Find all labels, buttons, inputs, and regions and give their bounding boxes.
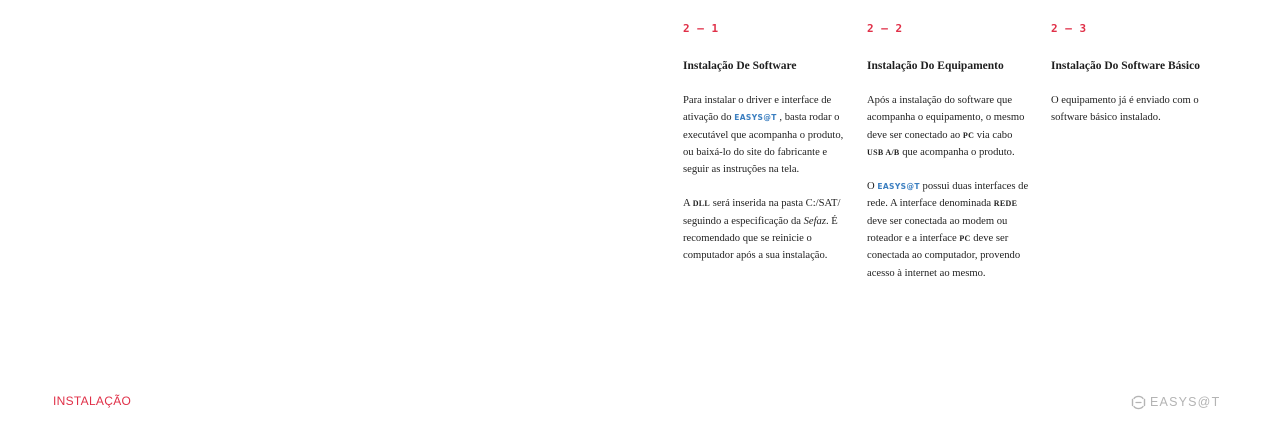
pc-term: PC bbox=[959, 234, 971, 244]
section-number: 2 – 2 bbox=[867, 22, 903, 35]
section-2-1 bbox=[683, 22, 845, 265]
section-title: Instalação Do Software Básico bbox=[1051, 60, 1200, 72]
sefaz-term: Sefaz bbox=[803, 215, 826, 227]
dll-term: DLL bbox=[692, 199, 711, 209]
paragraph bbox=[867, 92, 1029, 161]
text: deve ser conectada ao computador, provendo acesso à internet ao mesmo. bbox=[867, 233, 1021, 279]
text: A bbox=[683, 198, 693, 210]
usb-term: USB A/B bbox=[867, 147, 900, 157]
text: possui duas interfaces de rede. A interface denominada bbox=[867, 181, 1029, 210]
easysat-logo bbox=[1131, 393, 1220, 411]
paragraph bbox=[683, 92, 845, 178]
text: deve ser conectada ao modem ou roteador e a interface bbox=[867, 215, 1008, 245]
section-label: INSTALAÇÃO bbox=[53, 394, 132, 408]
text: Após a instalação do software que acompanha o equipamento, o mesmo deve ser conectado ao bbox=[867, 95, 1025, 141]
section-number: 2 – 3 bbox=[1051, 22, 1087, 35]
paragraph bbox=[683, 195, 845, 264]
section-2-2 bbox=[867, 22, 1029, 282]
rede-term: REDE bbox=[993, 199, 1018, 209]
text: . É recomendado que se reinicie o computador após a sua instalação. bbox=[683, 215, 838, 262]
brand-name: EASYS@T bbox=[877, 182, 920, 192]
text: será inserida na pasta C:/SAT/ seguindo a especificação da bbox=[683, 198, 841, 227]
paragraph bbox=[867, 178, 1029, 282]
easysat-logo-icon bbox=[1131, 394, 1146, 411]
text: Para instalar o driver e interface de ativação do bbox=[683, 95, 832, 124]
section-title: Instalação Do Equipamento bbox=[867, 60, 1004, 72]
paragraph: O equipamento já é enviado com o software básico instalado. bbox=[1051, 95, 1199, 124]
section-2-3 bbox=[1051, 22, 1221, 127]
brand-name: EASYS@T bbox=[734, 113, 777, 123]
logo-text: EASYS@T bbox=[1150, 395, 1221, 409]
section-number: 2 – 1 bbox=[683, 22, 719, 35]
text: O bbox=[867, 181, 878, 193]
text: que acompanha o produto. bbox=[899, 146, 1015, 158]
section-title: Instalação De Software bbox=[683, 60, 797, 72]
pc-term: PC bbox=[962, 130, 975, 140]
text: , basta rodar o executável que acompanha o produto, ou baixá-lo do site do fabricante e seguir as instruções na tela. bbox=[683, 112, 844, 176]
text: via cabo bbox=[974, 129, 1013, 141]
